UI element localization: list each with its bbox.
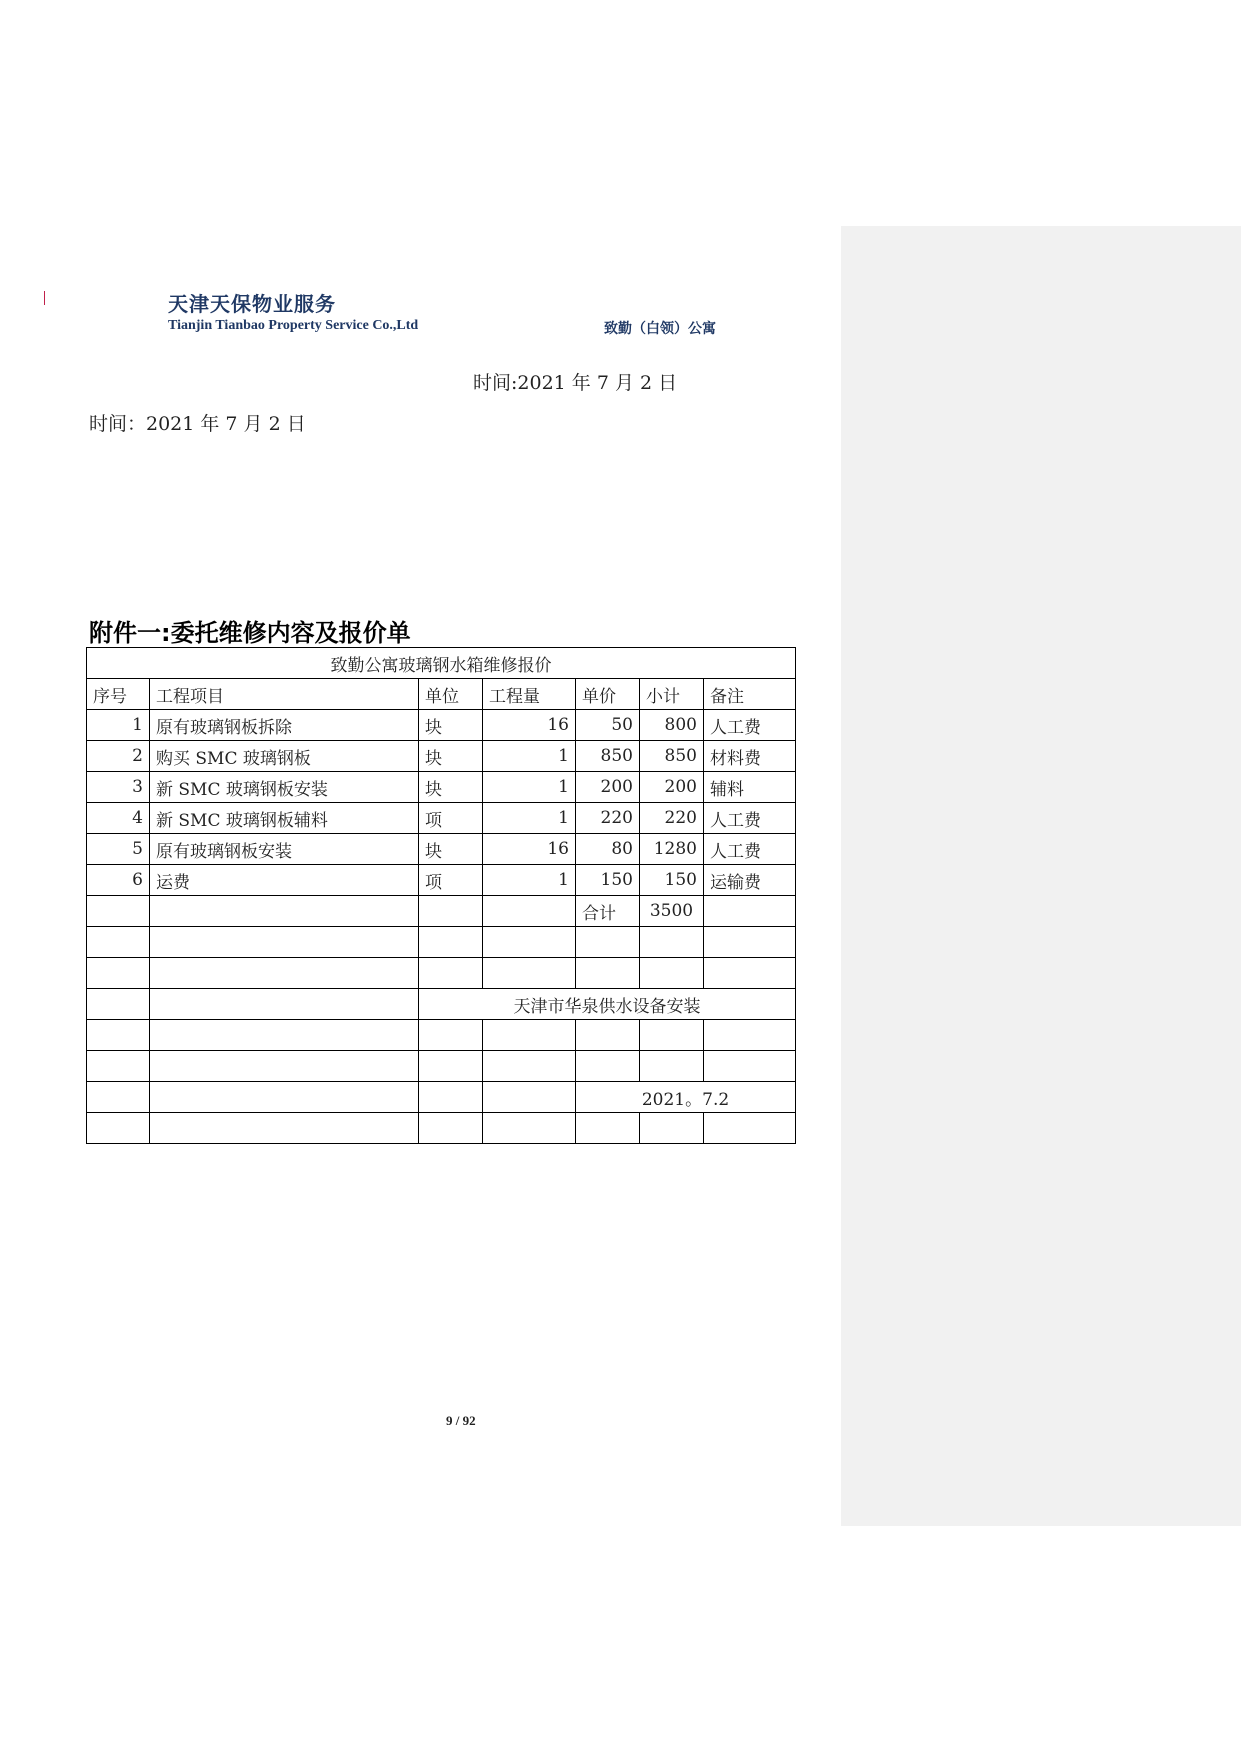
row-unit-price: 80 [576,834,640,865]
empty-cell [483,896,576,927]
empty-cell [419,927,483,958]
row-quantity: 1 [483,803,576,834]
row-unit: 块 [419,710,483,741]
header-cell: 工程项目 [150,679,419,710]
empty-cell [483,927,576,958]
header-cell: 工程量 [483,679,576,710]
empty-cell [483,1020,576,1051]
row-unit: 项 [419,865,483,896]
company-name-en: Tianjin Tianbao Property Service Co.,Ltd [168,318,419,333]
page-number: 9 / 92 [446,1413,476,1428]
row-note: 材料费 [704,741,796,772]
row-quantity: 16 [483,710,576,741]
empty-cell [704,927,796,958]
sign-date: 2021。7.2 [576,1082,796,1113]
header-cell: 小计 [640,679,704,710]
table-row [87,710,796,741]
empty-cell [87,989,150,1020]
table-row [87,865,796,896]
row-unit-price: 50 [576,710,640,741]
empty-cell [483,958,576,989]
date-line-2: 时间：2021 年 7 月 2 日 [89,413,306,435]
date-line-1: 时间:2021 年 7 月 2 日 [473,372,678,394]
empty-cell [640,958,704,989]
header-cell: 备注 [704,679,796,710]
empty-cell [419,958,483,989]
empty-cell [576,1051,640,1082]
row-quantity: 1 [483,772,576,803]
table-row [87,803,796,834]
row-item: 新 SMC 玻璃钢板辅料 [150,803,419,834]
total-row [87,896,796,927]
total-label: 合计 [576,896,640,927]
row-subtotal: 150 [640,865,704,896]
row-quantity: 16 [483,834,576,865]
empty-cell [87,958,150,989]
row-unit: 块 [419,834,483,865]
row-note: 辅料 [704,772,796,803]
row-note: 运输费 [704,865,796,896]
sign-date-row [87,1082,796,1113]
row-index: 1 [87,710,150,741]
empty-cell [150,1113,419,1144]
empty-cell [150,1082,419,1113]
building-name: 致勤（白领）公寓 [604,321,716,337]
empty-cell [704,1113,796,1144]
empty-cell [640,927,704,958]
row-note: 人工费 [704,803,796,834]
empty-cell [150,989,419,1020]
row-item: 运费 [150,865,419,896]
empty-cell [640,1051,704,1082]
row-subtotal: 1280 [640,834,704,865]
empty-cell [419,1082,483,1113]
empty-cell [150,896,419,927]
row-index: 6 [87,865,150,896]
empty-cell [87,896,150,927]
table-row [87,741,796,772]
empty-cell [87,1020,150,1051]
table-title-row [87,648,796,679]
row-unit-price: 150 [576,865,640,896]
empty-cell [704,958,796,989]
row-note: 人工费 [704,834,796,865]
row-index: 2 [87,741,150,772]
row-item: 购买 SMC 玻璃钢板 [150,741,419,772]
empty-cell [150,1020,419,1051]
empty-row [87,1051,796,1082]
row-note: 人工费 [704,710,796,741]
empty-cell [576,927,640,958]
empty-cell [640,1020,704,1051]
empty-cell [704,1020,796,1051]
row-subtotal: 800 [640,710,704,741]
row-subtotal: 850 [640,741,704,772]
empty-cell [419,896,483,927]
row-unit-price: 850 [576,741,640,772]
empty-row [87,958,796,989]
header-cell: 序号 [87,679,150,710]
empty-cell [576,1020,640,1051]
company-name: 天津天保物业服务 [168,292,336,316]
table-header-row [87,679,796,710]
header-cell: 单位 [419,679,483,710]
empty-cell [87,927,150,958]
empty-cell [483,1113,576,1144]
table-title: 致勤公寓玻璃钢水箱维修报价 [87,648,796,679]
supplier-name: 天津市华泉供水设备安装 [419,989,796,1020]
supplier-row [87,989,796,1020]
empty-cell [419,1020,483,1051]
row-index: 4 [87,803,150,834]
row-unit-price: 220 [576,803,640,834]
row-index: 3 [87,772,150,803]
row-unit-price: 200 [576,772,640,803]
row-item: 原有玻璃钢板安装 [150,834,419,865]
empty-cell [150,1051,419,1082]
row-quantity: 1 [483,865,576,896]
empty-cell [483,1082,576,1113]
empty-cell [87,1082,150,1113]
section-title: 附件一:委托维修内容及报价单 [89,619,411,647]
row-subtotal: 220 [640,803,704,834]
change-bar [44,291,45,305]
row-unit: 块 [419,772,483,803]
empty-cell [576,1113,640,1144]
row-unit: 块 [419,741,483,772]
empty-row [87,927,796,958]
table-row [87,834,796,865]
empty-cell [704,1051,796,1082]
empty-cell [483,1051,576,1082]
empty-cell [576,958,640,989]
empty-cell [704,896,796,927]
empty-row [87,1113,796,1144]
row-item: 原有玻璃钢板拆除 [150,710,419,741]
comment-pane [841,226,1241,1526]
empty-cell [87,1113,150,1144]
empty-cell [419,1051,483,1082]
empty-cell [150,958,419,989]
quote-table [86,647,796,1144]
total-value: 3500 [640,896,704,927]
empty-cell [640,1113,704,1144]
empty-cell [87,1051,150,1082]
table-row [87,772,796,803]
empty-cell [150,927,419,958]
header-cell: 单价 [576,679,640,710]
empty-cell [419,1113,483,1144]
row-index: 5 [87,834,150,865]
row-unit: 项 [419,803,483,834]
row-subtotal: 200 [640,772,704,803]
row-quantity: 1 [483,741,576,772]
empty-row [87,1020,796,1051]
row-item: 新 SMC 玻璃钢板安装 [150,772,419,803]
